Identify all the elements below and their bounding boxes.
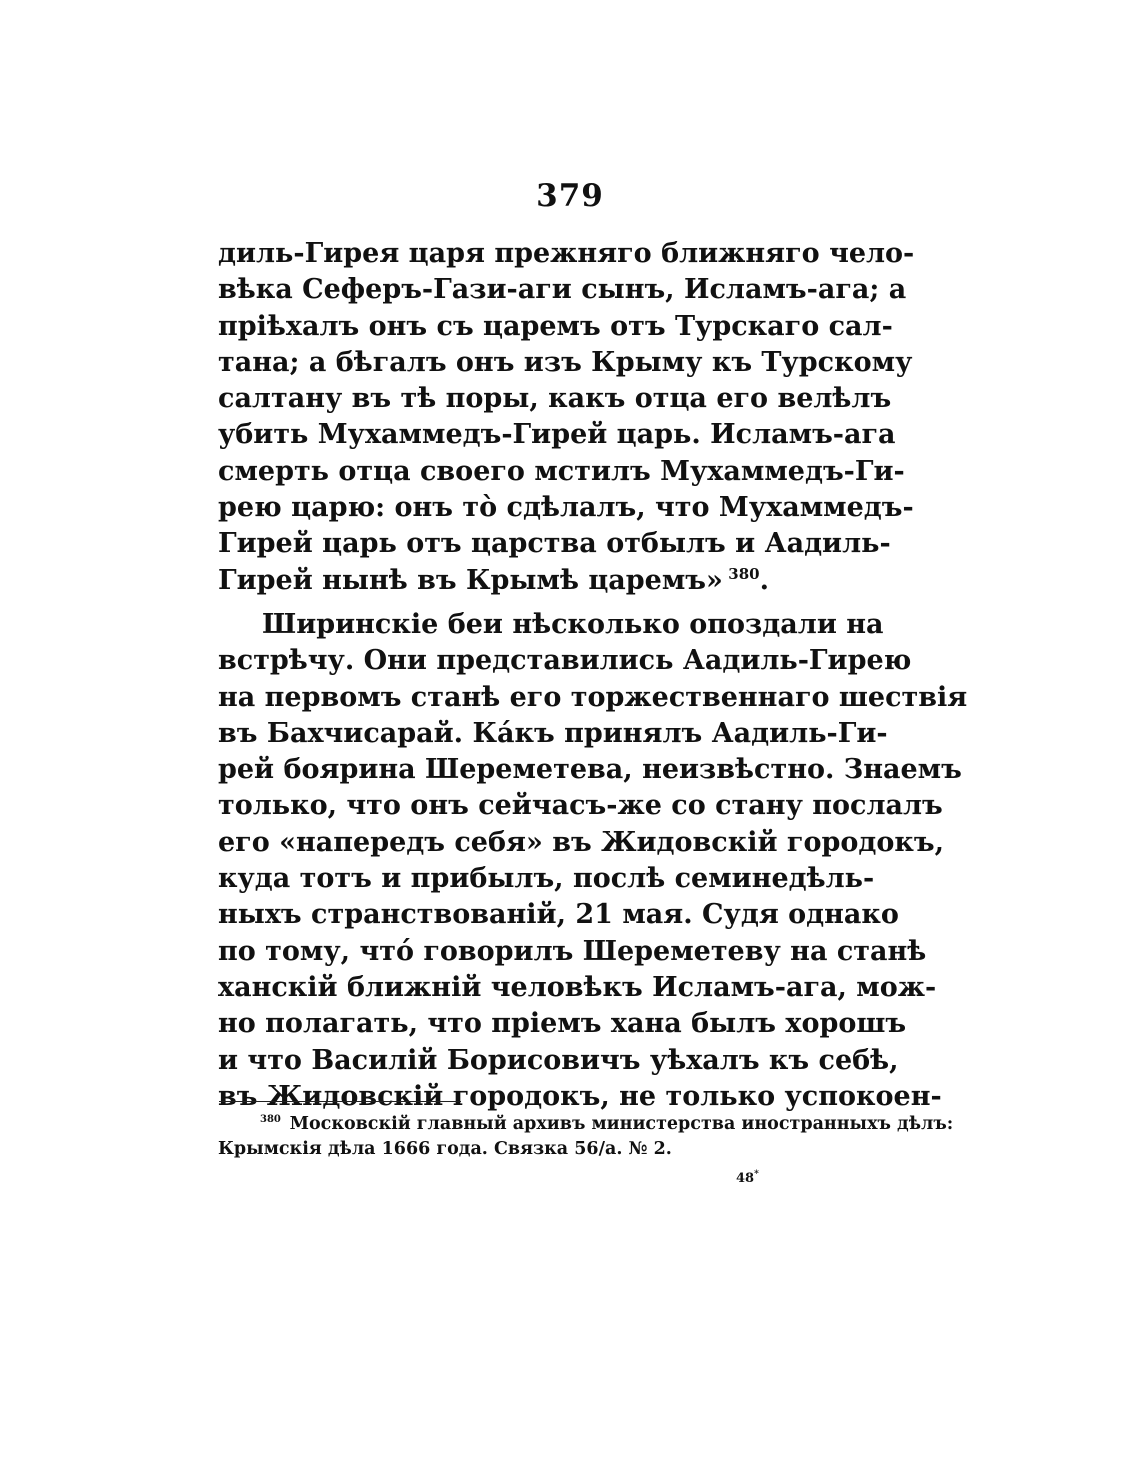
text-line: диль-Гирея царя прежняго ближняго чело- bbox=[218, 238, 915, 269]
text-line: на первомъ станѣ его торжественнаго шествія bbox=[218, 681, 968, 713]
printer-signature-mark bbox=[736, 1171, 759, 1186]
text-line: салтану въ тѣ поры, какъ отца его велѣлъ bbox=[218, 383, 892, 415]
text-line: пріѣхалъ онъ съ царемъ отъ Турскаго сал- bbox=[218, 310, 893, 342]
text-line: Ширинскіе беи нѣсколько опоздали на bbox=[262, 608, 884, 640]
text-line: рею царю: онъ то̀ сдѣлалъ, что Мухаммедъ- bbox=[218, 492, 914, 524]
text-line-end: . bbox=[759, 564, 770, 596]
text-line: встрѣчу. Они представились Аадиль-Гирею bbox=[218, 645, 912, 677]
signature-star: * bbox=[754, 1169, 759, 1180]
text-line: тана; а бѣгалъ онъ изъ Крыму къ Турскому bbox=[218, 346, 913, 378]
footnote bbox=[218, 1112, 954, 1162]
text-line: въ Жидовскій городокъ, не только успокоен- bbox=[218, 1080, 942, 1112]
text-line: въ Бахчисарай. Ка́къ принялъ Аадиль-Ги- bbox=[218, 717, 888, 749]
footnote-line bbox=[218, 1112, 954, 1137]
text-line: убить Мухаммедъ-Гирей царь. Исламъ-ага bbox=[218, 419, 896, 451]
text-line: куда тотъ и прибылъ, послѣ семинедѣль- bbox=[218, 863, 875, 895]
text-line: только, что онъ сейчасъ-же со стану послалъ bbox=[218, 790, 943, 822]
footnote-marker: 380 bbox=[260, 1114, 281, 1126]
text-line: Гирей царь отъ царства отбылъ и Аадиль- bbox=[218, 528, 891, 560]
footnote-reference[interactable]: 380 bbox=[728, 564, 760, 583]
text-line: смерть отца своего мстилъ Мухаммедъ-Ги- bbox=[218, 455, 905, 487]
text-line: по тому, что́ говорилъ Шереметеву на станѣ bbox=[218, 935, 927, 967]
text-line: рей боярина Шереметева, неизвѣстно. Знаемъ bbox=[218, 754, 962, 786]
page-number: 379 bbox=[536, 178, 604, 214]
body-text bbox=[218, 236, 968, 1115]
text-line: вѣка Сеферъ-Гази-аги сынъ, Исламъ-ага; а bbox=[218, 274, 907, 306]
footnote-divider bbox=[219, 1101, 461, 1102]
text-line-content: Гирей нынѣ въ Крымѣ царемъ» bbox=[218, 564, 723, 596]
text-line: ханскій ближній человѣкъ Исламъ-ага, мож- bbox=[218, 971, 937, 1003]
text-line: ныхъ странствованій, 21 мая. Судя однако bbox=[218, 899, 899, 931]
text-line: его «напередъ себя» въ Жидовскій городокъ, bbox=[218, 826, 944, 858]
text-line: но полагать, что пріемъ хана былъ хорошъ bbox=[218, 1008, 907, 1040]
signature-number: 48 bbox=[736, 1171, 755, 1186]
text-line bbox=[218, 563, 810, 599]
footnote-line: Крымскія дѣла 1666 года. Связка 56/а. № 2. bbox=[218, 1139, 672, 1159]
text-line: и что Василій Борисовичъ уѣхалъ къ себѣ, bbox=[218, 1044, 899, 1076]
footnote-text: Московскій главный архивъ министерства иностранныхъ дѣлъ: bbox=[289, 1114, 954, 1134]
